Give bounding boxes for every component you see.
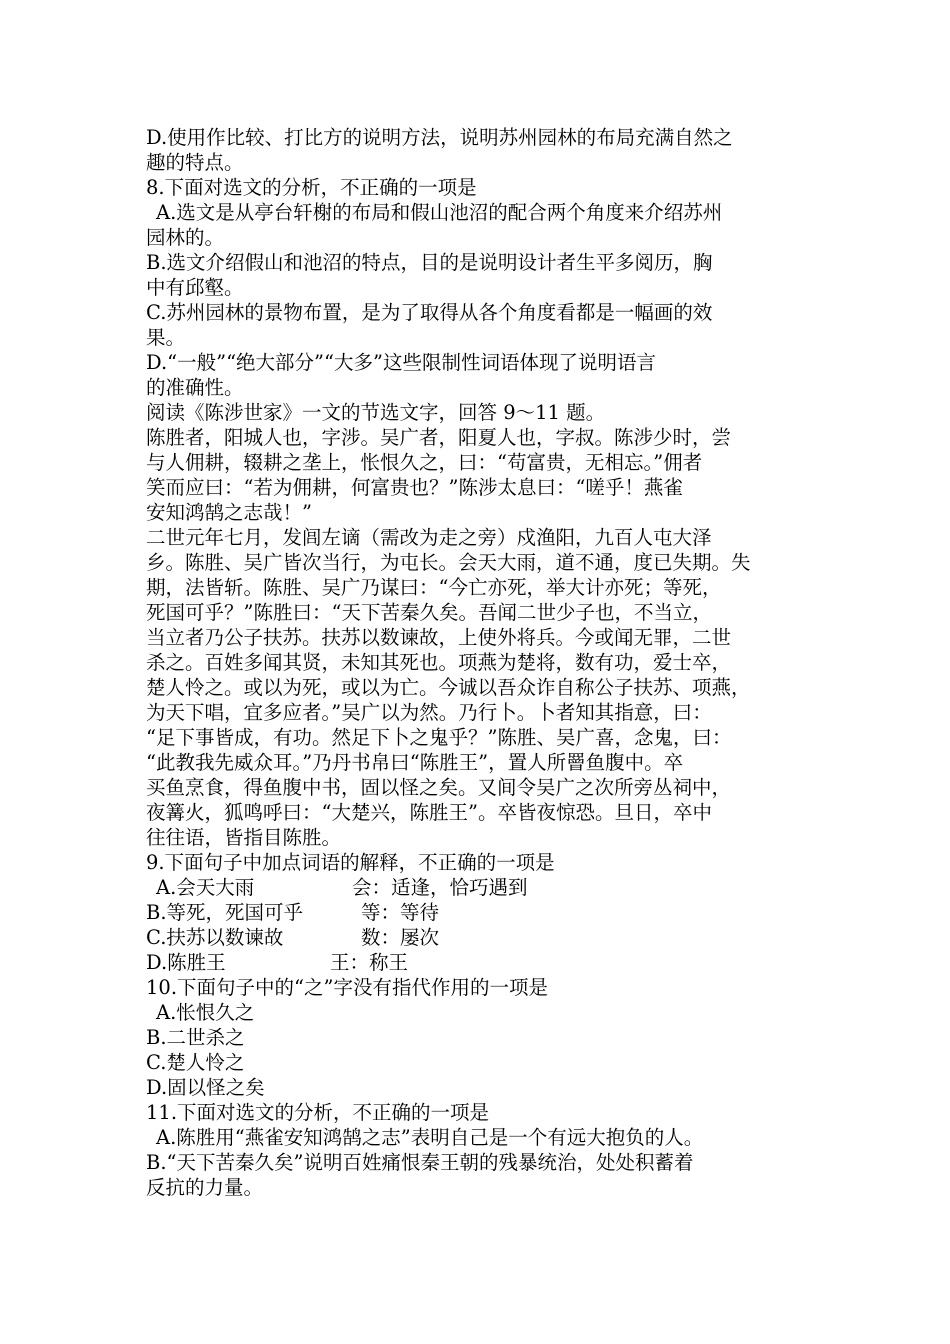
- passage-line: 死国可乎？”陈胜曰：“天下苦秦久矣。吾闻二世少子也，不当立，: [146, 601, 712, 624]
- text-line: 果。: [146, 326, 186, 349]
- option-text: A.会天大雨: [156, 876, 255, 899]
- passage-line: 楚人怜之。或以为死，或以为亡。今诚以吾众诈自称公子扶苏、项燕，: [146, 676, 751, 699]
- question-8: 8.下面对选文的分析，不正确的一项是: [146, 176, 477, 199]
- passage-line: 为天下唱，宜多应者。”吴广以为然。乃行卜。卜者知其指意，曰：: [146, 701, 712, 724]
- option-8b: B.选文介绍假山和池沼的特点，目的是说明设计者生平多阅历，胸: [146, 251, 713, 274]
- option-9c: [146, 925, 808, 950]
- option-gloss: 数：屡次: [361, 926, 440, 949]
- option-10c: C.楚人怜之: [146, 1051, 245, 1074]
- option-11b: B.“天下苦秦久矣”说明百姓痛恨秦王朝的残暴统治，处处积蓄着: [146, 1151, 694, 1174]
- option-10d: D.固以怪之矣: [146, 1076, 265, 1099]
- text-line: 的准确性。: [146, 376, 244, 399]
- option-text: D.陈胜王: [146, 951, 226, 974]
- option-text: C.扶苏以数谏故: [146, 926, 284, 949]
- passage-line: 乡。陈胜、吴广皆次当行，为屯长。会天大雨，道不通，度已失期。失: [146, 551, 751, 574]
- text-line: 中有邱壑。: [146, 276, 244, 299]
- option-11a: A.陈胜用“燕雀安知鸿鹄之志”表明自己是一个有远大抱负的人。: [156, 1126, 704, 1149]
- text-line: 趣的特点。: [146, 151, 244, 174]
- passage-line: 与人佣耕，辍耕之垄上，怅恨久之，曰：“苟富贵，无相忘。”佣者: [146, 451, 703, 474]
- question-11: 11.下面对选文的分析，不正确的一项是: [146, 1101, 490, 1124]
- passage-line: 当立者乃公子扶苏。扶苏以数谏故，上使外将兵。今或闻无罪，二世: [146, 626, 732, 649]
- passage-line: 往往语，皆指目陈胜。: [146, 826, 342, 849]
- passage-line: 杀之。百姓多闻其贤，未知其死也。项燕为楚将，数有功，爱士卒，: [146, 651, 732, 674]
- passage-line: 买鱼烹食，得鱼腹中书，固以怪之矣。又间令吴广之次所旁丛祠中，: [146, 776, 732, 799]
- passage-line: 夜篝火，狐鸣呼曰：“大楚兴，陈胜王”。卒皆夜惊恐。旦日，卒中: [146, 801, 712, 824]
- option-9a: [146, 875, 808, 900]
- option-8a: A.选文是从亭台轩榭的布局和假山池沼的配合两个角度来介绍苏州: [156, 201, 723, 224]
- passage-line: 期，法皆斩。陈胜、吴广乃谋曰：“今亡亦死，举大计亦死；等死，: [146, 576, 722, 599]
- option-8d: D.“一般”“绝大部分”“大多”这些限制性词语体现了说明语言: [146, 351, 656, 374]
- reading-instruction: 阅读《陈涉世家》一文的节选文字，回答 9～11 题。: [146, 401, 606, 424]
- passage-line: 笑而应曰：“若为佣耕，何富贵也？”陈涉太息曰：“嗟乎！燕雀: [146, 476, 683, 499]
- option-text: B.等死，死国可乎: [146, 901, 304, 924]
- option-8c: C.苏州园林的景物布置，是为了取得从各个角度看都是一幅画的效: [146, 301, 713, 324]
- option-9b: [146, 900, 808, 925]
- option-10b: B.二世杀之: [146, 1026, 245, 1049]
- passage-line: 陈胜者，阳城人也，字涉。吴广者，阳夏人也，字叔。陈涉少时，尝: [146, 426, 732, 449]
- option-10a: A.怅恨久之: [156, 1001, 255, 1024]
- question-9: 9.下面句子中加点词语的解释，不正确的一项是: [146, 851, 555, 874]
- option-gloss: 等：等待: [361, 901, 440, 924]
- text-line: 园林的。: [146, 226, 225, 249]
- option-gloss: 会：适逢，恰巧遇到: [352, 876, 528, 899]
- passage-line: 二世元年七月，发闾左谪（需改为走之旁）戍渔阳，九百人屯大泽: [146, 526, 712, 549]
- option-9d: [146, 950, 808, 975]
- passage-line: “此教我先威众耳。”乃丹书帛曰“陈胜王”，置人所罾鱼腹中。卒: [146, 751, 684, 774]
- passage-line: 安知鸿鹄之志哉！”: [146, 501, 312, 524]
- text-line: 反抗的力量。: [146, 1176, 264, 1199]
- passage-line: “足下事皆成，有功。然足下卜之鬼乎？”陈胜、吴广喜，念鬼，曰：: [146, 726, 732, 749]
- text-line: D.使用作比较、打比方的说明方法，说明苏州园林的布局充满自然之: [146, 126, 733, 149]
- question-10: 10.下面句子中的“之”字没有指代作用的一项是: [146, 976, 548, 999]
- document-page: [146, 125, 808, 1200]
- option-gloss: 王：称王: [330, 951, 409, 974]
